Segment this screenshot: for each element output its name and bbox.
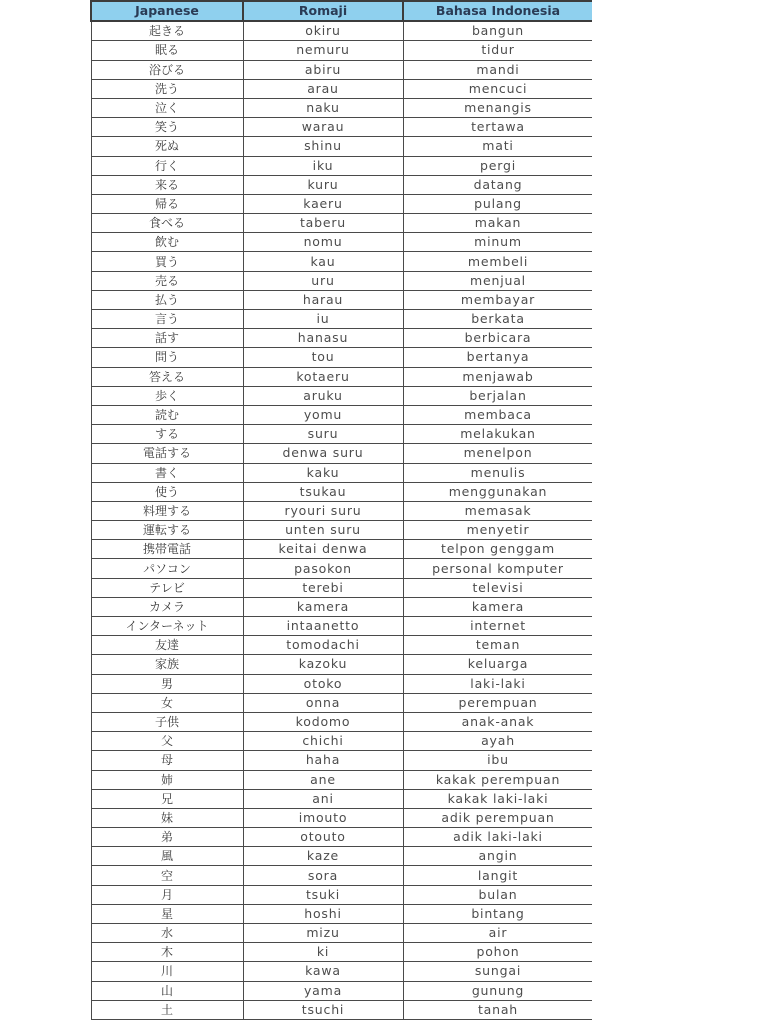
cell-bahasa-indonesia: bulan xyxy=(403,885,592,904)
table-row xyxy=(91,636,592,655)
cell-japanese: 風 xyxy=(91,847,243,866)
cell-romaji: unten suru xyxy=(243,521,403,540)
cell-bahasa-indonesia: makan xyxy=(403,214,592,233)
cell-bahasa-indonesia: pohon xyxy=(403,943,592,962)
cell-japanese: 払う xyxy=(91,290,243,309)
table-row xyxy=(91,156,592,175)
table-row xyxy=(91,194,592,213)
cell-romaji: chichi xyxy=(243,732,403,751)
cell-bahasa-indonesia: bangun xyxy=(403,21,592,41)
cell-romaji: ane xyxy=(243,770,403,789)
cell-romaji: warau xyxy=(243,118,403,137)
table-row xyxy=(91,789,592,808)
table-row xyxy=(91,21,592,41)
cell-bahasa-indonesia: televisi xyxy=(403,578,592,597)
cell-bahasa-indonesia: anak-anak xyxy=(403,712,592,731)
cell-romaji: imouto xyxy=(243,808,403,827)
cell-bahasa-indonesia: menangis xyxy=(403,98,592,117)
cell-japanese: 星 xyxy=(91,904,243,923)
cell-romaji: abiru xyxy=(243,60,403,79)
cell-japanese: 空 xyxy=(91,866,243,885)
cell-japanese: 電話する xyxy=(91,444,243,463)
cell-bahasa-indonesia: menjual xyxy=(403,271,592,290)
cell-bahasa-indonesia: bintang xyxy=(403,904,592,923)
table-row xyxy=(91,597,592,616)
cell-japanese: 家族 xyxy=(91,655,243,674)
cell-bahasa-indonesia: angin xyxy=(403,847,592,866)
table-row xyxy=(91,981,592,1000)
cell-romaji: tsukau xyxy=(243,482,403,501)
cell-romaji: harau xyxy=(243,290,403,309)
cell-japanese: 弟 xyxy=(91,828,243,847)
cell-japanese: 姉 xyxy=(91,770,243,789)
cell-romaji: keitai denwa xyxy=(243,540,403,559)
cell-japanese: 運転する xyxy=(91,521,243,540)
header-romaji: Romaji xyxy=(243,1,403,21)
table-row xyxy=(91,271,592,290)
cell-japanese: 売る xyxy=(91,271,243,290)
cell-romaji: yama xyxy=(243,981,403,1000)
table-row xyxy=(91,540,592,559)
cell-romaji: arau xyxy=(243,79,403,98)
cell-bahasa-indonesia: air xyxy=(403,924,592,943)
table-row xyxy=(91,808,592,827)
cell-japanese: 言う xyxy=(91,310,243,329)
cell-romaji: otoko xyxy=(243,674,403,693)
cell-romaji: suru xyxy=(243,425,403,444)
cell-japanese: 使う xyxy=(91,482,243,501)
cell-romaji: shinu xyxy=(243,137,403,156)
cell-japanese: テレビ xyxy=(91,578,243,597)
cell-bahasa-indonesia: memasak xyxy=(403,501,592,520)
cell-japanese: パソコン xyxy=(91,559,243,578)
cell-bahasa-indonesia: melakukan xyxy=(403,425,592,444)
cell-bahasa-indonesia: pergi xyxy=(403,156,592,175)
cell-japanese: 飲む xyxy=(91,233,243,252)
cell-bahasa-indonesia: membaca xyxy=(403,405,592,424)
cell-bahasa-indonesia: langit xyxy=(403,866,592,885)
cell-bahasa-indonesia: teman xyxy=(403,636,592,655)
cell-romaji: kazoku xyxy=(243,655,403,674)
cell-romaji: nomu xyxy=(243,233,403,252)
table-row xyxy=(91,482,592,501)
table-header xyxy=(91,1,592,21)
table-row xyxy=(91,732,592,751)
cell-romaji: yomu xyxy=(243,405,403,424)
cell-romaji: ryouri suru xyxy=(243,501,403,520)
cell-romaji: ki xyxy=(243,943,403,962)
cell-bahasa-indonesia: sungai xyxy=(403,962,592,981)
cell-romaji: denwa suru xyxy=(243,444,403,463)
cell-romaji: hoshi xyxy=(243,904,403,923)
cell-bahasa-indonesia: tidur xyxy=(403,41,592,60)
cell-bahasa-indonesia: perempuan xyxy=(403,693,592,712)
cell-bahasa-indonesia: internet xyxy=(403,617,592,636)
table-row xyxy=(91,233,592,252)
cell-japanese: 月 xyxy=(91,885,243,904)
cell-japanese: 問う xyxy=(91,348,243,367)
cell-romaji: kodomo xyxy=(243,712,403,731)
cell-bahasa-indonesia: menelpon xyxy=(403,444,592,463)
cell-bahasa-indonesia: berkata xyxy=(403,310,592,329)
cell-romaji: hanasu xyxy=(243,329,403,348)
cell-japanese: 浴びる xyxy=(91,60,243,79)
vocabulary-table-container xyxy=(90,0,592,1024)
cell-bahasa-indonesia: kakak laki-laki xyxy=(403,789,592,808)
cell-romaji: tomodachi xyxy=(243,636,403,655)
cell-romaji: tsuchi xyxy=(243,1000,403,1019)
table-row xyxy=(91,617,592,636)
cell-bahasa-indonesia: laki-laki xyxy=(403,674,592,693)
cell-japanese: 携帯電話 xyxy=(91,540,243,559)
cell-japanese: 山 xyxy=(91,981,243,1000)
cell-romaji: kamera xyxy=(243,597,403,616)
cell-japanese: 行く xyxy=(91,156,243,175)
cell-japanese: 答える xyxy=(91,367,243,386)
cell-romaji: kaku xyxy=(243,463,403,482)
table-row xyxy=(91,943,592,962)
cell-bahasa-indonesia: minum xyxy=(403,233,592,252)
cell-japanese: 読む xyxy=(91,405,243,424)
header-bahasa-indonesia: Bahasa Indonesia xyxy=(403,1,592,21)
cell-japanese: 食べる xyxy=(91,214,243,233)
cell-japanese: 土 xyxy=(91,1000,243,1019)
table-row xyxy=(91,693,592,712)
table-row xyxy=(91,290,592,309)
cell-romaji: uru xyxy=(243,271,403,290)
table-row xyxy=(91,674,592,693)
cell-bahasa-indonesia: berbicara xyxy=(403,329,592,348)
table-row xyxy=(91,463,592,482)
cell-bahasa-indonesia: datang xyxy=(403,175,592,194)
cell-bahasa-indonesia: kamera xyxy=(403,597,592,616)
header-japanese: Japanese xyxy=(91,1,243,21)
table-row xyxy=(91,252,592,271)
cell-bahasa-indonesia: adik perempuan xyxy=(403,808,592,827)
cell-japanese: 友達 xyxy=(91,636,243,655)
cell-romaji: kotaeru xyxy=(243,367,403,386)
cell-romaji: nemuru xyxy=(243,41,403,60)
table-row xyxy=(91,578,592,597)
table-row xyxy=(91,751,592,770)
header-row xyxy=(91,1,592,21)
cell-japanese: 父 xyxy=(91,732,243,751)
cell-romaji: mizu xyxy=(243,924,403,943)
table-row xyxy=(91,214,592,233)
cell-bahasa-indonesia: telpon genggam xyxy=(403,540,592,559)
cell-bahasa-indonesia: menyetir xyxy=(403,521,592,540)
cell-japanese: 死ぬ xyxy=(91,137,243,156)
cell-japanese: 書く xyxy=(91,463,243,482)
cell-romaji: iu xyxy=(243,310,403,329)
table-row xyxy=(91,501,592,520)
cell-japanese: 兄 xyxy=(91,789,243,808)
vocabulary-table xyxy=(90,0,592,1020)
cell-romaji: onna xyxy=(243,693,403,712)
table-row xyxy=(91,924,592,943)
cell-bahasa-indonesia: mati xyxy=(403,137,592,156)
table-row xyxy=(91,712,592,731)
table-row xyxy=(91,386,592,405)
cell-japanese: 男 xyxy=(91,674,243,693)
cell-japanese: 買う xyxy=(91,252,243,271)
table-row xyxy=(91,828,592,847)
cell-bahasa-indonesia: kakak perempuan xyxy=(403,770,592,789)
cell-bahasa-indonesia: ayah xyxy=(403,732,592,751)
cell-romaji: kaeru xyxy=(243,194,403,213)
table-row xyxy=(91,444,592,463)
table-row xyxy=(91,137,592,156)
cell-bahasa-indonesia: mencuci xyxy=(403,79,592,98)
table-row xyxy=(91,79,592,98)
cell-romaji: kau xyxy=(243,252,403,271)
cell-japanese: 川 xyxy=(91,962,243,981)
cell-romaji: pasokon xyxy=(243,559,403,578)
cell-bahasa-indonesia: ibu xyxy=(403,751,592,770)
cell-japanese: 泣く xyxy=(91,98,243,117)
table-row xyxy=(91,847,592,866)
cell-bahasa-indonesia: membeli xyxy=(403,252,592,271)
table-row xyxy=(91,962,592,981)
cell-romaji: ani xyxy=(243,789,403,808)
cell-japanese: 水 xyxy=(91,924,243,943)
cell-bahasa-indonesia: bertanya xyxy=(403,348,592,367)
table-row xyxy=(91,118,592,137)
cell-japanese: 来る xyxy=(91,175,243,194)
table-row xyxy=(91,60,592,79)
table-row xyxy=(91,559,592,578)
cell-romaji: tou xyxy=(243,348,403,367)
cell-romaji: kaze xyxy=(243,847,403,866)
cell-japanese: 料理する xyxy=(91,501,243,520)
cell-bahasa-indonesia: personal komputer xyxy=(403,559,592,578)
cell-japanese: 起きる xyxy=(91,21,243,41)
cell-romaji: naku xyxy=(243,98,403,117)
cell-japanese: 母 xyxy=(91,751,243,770)
table-row xyxy=(91,655,592,674)
cell-japanese: 女 xyxy=(91,693,243,712)
cell-japanese: インターネット xyxy=(91,617,243,636)
table-row xyxy=(91,770,592,789)
cell-bahasa-indonesia: berjalan xyxy=(403,386,592,405)
cell-bahasa-indonesia: adik laki-laki xyxy=(403,828,592,847)
cell-romaji: otouto xyxy=(243,828,403,847)
cell-bahasa-indonesia: tanah xyxy=(403,1000,592,1019)
cell-romaji: intaanetto xyxy=(243,617,403,636)
cell-romaji: iku xyxy=(243,156,403,175)
table-row xyxy=(91,866,592,885)
table-row xyxy=(91,885,592,904)
cell-japanese: する xyxy=(91,425,243,444)
cell-bahasa-indonesia: mandi xyxy=(403,60,592,79)
table-row xyxy=(91,521,592,540)
cell-bahasa-indonesia: menulis xyxy=(403,463,592,482)
cell-japanese: 洗う xyxy=(91,79,243,98)
table-row xyxy=(91,348,592,367)
cell-bahasa-indonesia: menjawab xyxy=(403,367,592,386)
cell-bahasa-indonesia: keluarga xyxy=(403,655,592,674)
cell-romaji: tsuki xyxy=(243,885,403,904)
cell-romaji: aruku xyxy=(243,386,403,405)
cell-japanese: 木 xyxy=(91,943,243,962)
table-row xyxy=(91,367,592,386)
cell-japanese: 話す xyxy=(91,329,243,348)
table-row xyxy=(91,41,592,60)
cell-japanese: 子供 xyxy=(91,712,243,731)
cell-japanese: 笑う xyxy=(91,118,243,137)
cell-romaji: okiru xyxy=(243,21,403,41)
cell-bahasa-indonesia: membayar xyxy=(403,290,592,309)
cell-romaji: terebi xyxy=(243,578,403,597)
cell-bahasa-indonesia: menggunakan xyxy=(403,482,592,501)
cell-romaji: taberu xyxy=(243,214,403,233)
cell-japanese: 歩く xyxy=(91,386,243,405)
cell-bahasa-indonesia: tertawa xyxy=(403,118,592,137)
table-row xyxy=(91,1000,592,1019)
cell-japanese: 眠る xyxy=(91,41,243,60)
table-row xyxy=(91,904,592,923)
table-row xyxy=(91,329,592,348)
table-row xyxy=(91,98,592,117)
cell-bahasa-indonesia: gunung xyxy=(403,981,592,1000)
cell-bahasa-indonesia: pulang xyxy=(403,194,592,213)
table-row xyxy=(91,310,592,329)
table-row xyxy=(91,405,592,424)
cell-romaji: kuru xyxy=(243,175,403,194)
table-row xyxy=(91,425,592,444)
cell-romaji: sora xyxy=(243,866,403,885)
cell-romaji: kawa xyxy=(243,962,403,981)
cell-japanese: 帰る xyxy=(91,194,243,213)
cell-japanese: カメラ xyxy=(91,597,243,616)
cell-japanese: 妹 xyxy=(91,808,243,827)
cell-romaji: haha xyxy=(243,751,403,770)
table-body xyxy=(91,21,592,1019)
table-row xyxy=(91,175,592,194)
